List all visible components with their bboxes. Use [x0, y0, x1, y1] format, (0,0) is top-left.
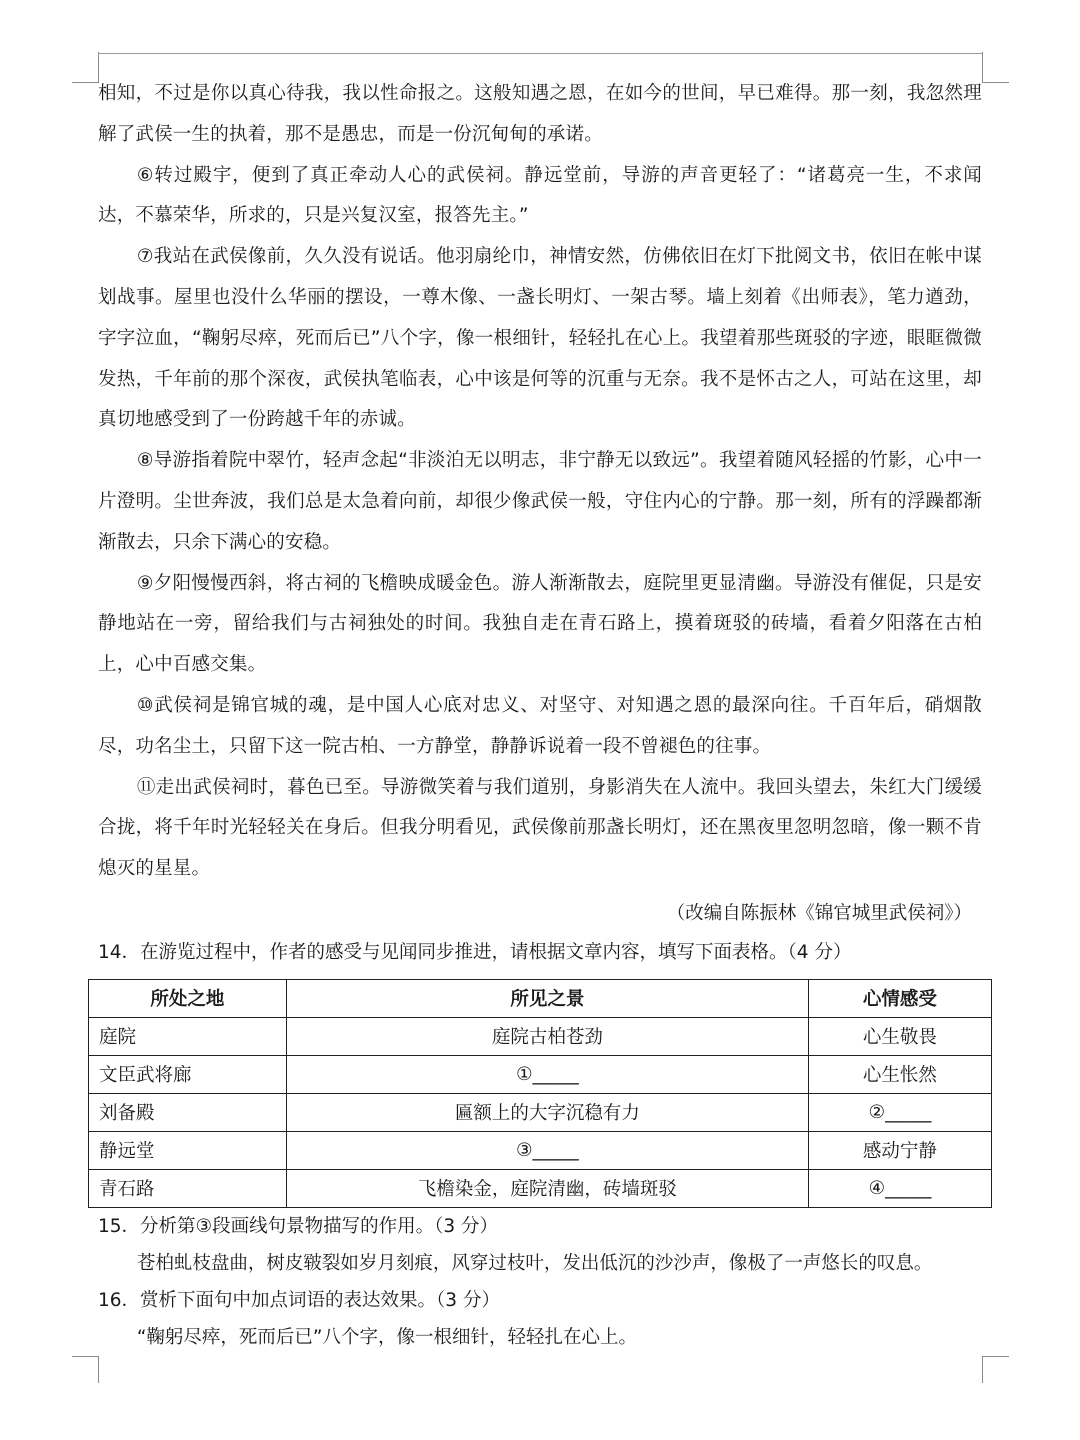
question-14-table: [88, 979, 992, 1208]
header-feeling: 心情感受: [808, 979, 991, 1017]
crop-mark-top-left: [72, 52, 99, 83]
table-row: [89, 1017, 992, 1055]
table-row: [89, 1055, 992, 1093]
header-location: 所处之地: [89, 979, 287, 1017]
page-top-rule: [98, 53, 982, 54]
paragraph-9: ⑨夕阳慢慢西斜，将古祠的飞檐映成暖金色。游人渐渐散去，庭院里更显清幽。导游没有催促，只是安静地站在一旁，留给我们与古祠独处的时间。我独自走在青石路上，摸着斑驳的砖墙，看着夕阳落在古柏上，心中百感交集。: [98, 572, 982, 676]
crop-mark-bottom-right: [982, 1356, 1009, 1383]
paragraph-11: ⑪走出武侯祠时，暮色已至。导游微笑着与我们道别，身影消失在人流中。我回头望去，朱红大门缓缓合拢，将千年时光轻轻关在身后。但我分明看见，武侯像前那盏长明灯，还在黑夜里忽明忽暗，像一颗不肯熄灭的星星。: [98, 776, 982, 880]
paragraph-6: ⑥转过殿宇，便到了真正牵动人心的武侯祠。静远堂前，导游的声音更轻了：“诸葛亮一生，不求闻达，不慕荣华，所求的，只是兴复汉室，报答先主。”: [98, 164, 982, 227]
cell-feeling: 心生怅然: [808, 1055, 991, 1093]
question-14: 14．在游览过程中，作者的感受与见闻同步推进，请根据文章内容，填写下面表格。（4 分）: [98, 941, 852, 963]
table-header-row: [89, 979, 992, 1017]
cell-location: 刘备殿: [89, 1093, 287, 1131]
paragraph-10: ⑩武侯祠是锦官城的魂，是中国人心底对忠义、对坚守、对知遇之恩的最深向往。千百年后，硝烟散尽，功名尘土，只留下这一院古柏、一方静堂，静静诉说着一段不曾褪色的往事。: [98, 694, 982, 757]
question-16: 16．赏析下面句中加点词语的表达效果。（3 分）: [98, 1289, 500, 1311]
cell-location: 文臣武将廊: [89, 1055, 287, 1093]
question-15-quote: 苍柏虬枝盘曲，树皮皲裂如岁月刻痕，风穿过枝叶，发出低沉的沙沙声，像极了一声悠长的叹息。: [136, 1252, 933, 1274]
page-content: [98, 74, 982, 1356]
cell-scenery: 庭院古柏苍劲: [286, 1017, 808, 1055]
cell-location: 庭院: [89, 1017, 287, 1055]
cell-scenery-blank: ①_____: [286, 1055, 808, 1093]
cell-feeling: 感动宁静: [808, 1131, 991, 1169]
paragraph-8: ⑧导游指着院中翠竹，轻声念起“非淡泊无以明志，非宁静无以致远”。我望着随风轻摇的竹影，心中一片澄明。尘世奔波，我们总是太急着向前，却很少像武侯一般，守住内心的宁静。那一刻，所有的浮躁都渐渐散去，只余下满心的安稳。: [98, 450, 982, 553]
question-16-quote: “鞠躬尽瘁，死而后已”八个字，像一根细针，轻轻扎在心上。: [136, 1326, 638, 1348]
question-15: 15．分析第③段画线句景物描写的作用。（3 分）: [98, 1215, 499, 1237]
cell-location: 静远堂: [89, 1131, 287, 1169]
header-scenery: 所见之景: [286, 979, 808, 1017]
crop-mark-top-right: [982, 52, 1009, 83]
cell-feeling: 心生敬畏: [808, 1017, 991, 1055]
crop-mark-bottom-left: [72, 1356, 99, 1383]
table-row: [89, 1131, 992, 1169]
paragraph-5-continued: 相知，不过是你以真心待我，我以性命报之。这般知遇之恩，在如今的世间，早已难得。那一刻，我忽然理解了武侯一生的执着，那不是愚忠，而是一份沉甸甸的承诺。: [98, 83, 982, 145]
source-attribution: （改编自陈振林《锦官城里武侯祠》）: [666, 902, 972, 924]
cell-scenery: 飞檐染金，庭院清幽，砖墙斑驳: [286, 1169, 808, 1207]
cell-scenery-blank: ③_____: [286, 1131, 808, 1169]
paragraph-7: ⑦我站在武侯像前，久久没有说话。他羽扇纶巾，神情安然，仿佛依旧在灯下批阅文书，依旧在帐中谋划战事。屋里也没什么华丽的摆设，一尊木像、一盏长明灯、一架古琴。墙上刻着《出师表》，笔力遒劲，字字泣血，“鞠躬尽瘁，死而后已”八个字，像一根细针，轻轻扎在心上。我望着那些斑驳的字迹，眼眶微微发热，千年前的那个深夜，武侯执笔临表，心中该是何等的沉重与无奈。我不是怀古之人，可站在这里，却真切地感受到了一份跨越千年的赤诚。: [98, 246, 982, 431]
cell-scenery: 匾额上的大字沉稳有力: [286, 1093, 808, 1131]
table-row: [89, 1093, 992, 1131]
cell-feeling-blank: ②_____: [808, 1093, 991, 1131]
cell-location: 青石路: [89, 1169, 287, 1207]
cell-feeling-blank: ④_____: [808, 1169, 991, 1207]
table-row: [89, 1169, 992, 1207]
